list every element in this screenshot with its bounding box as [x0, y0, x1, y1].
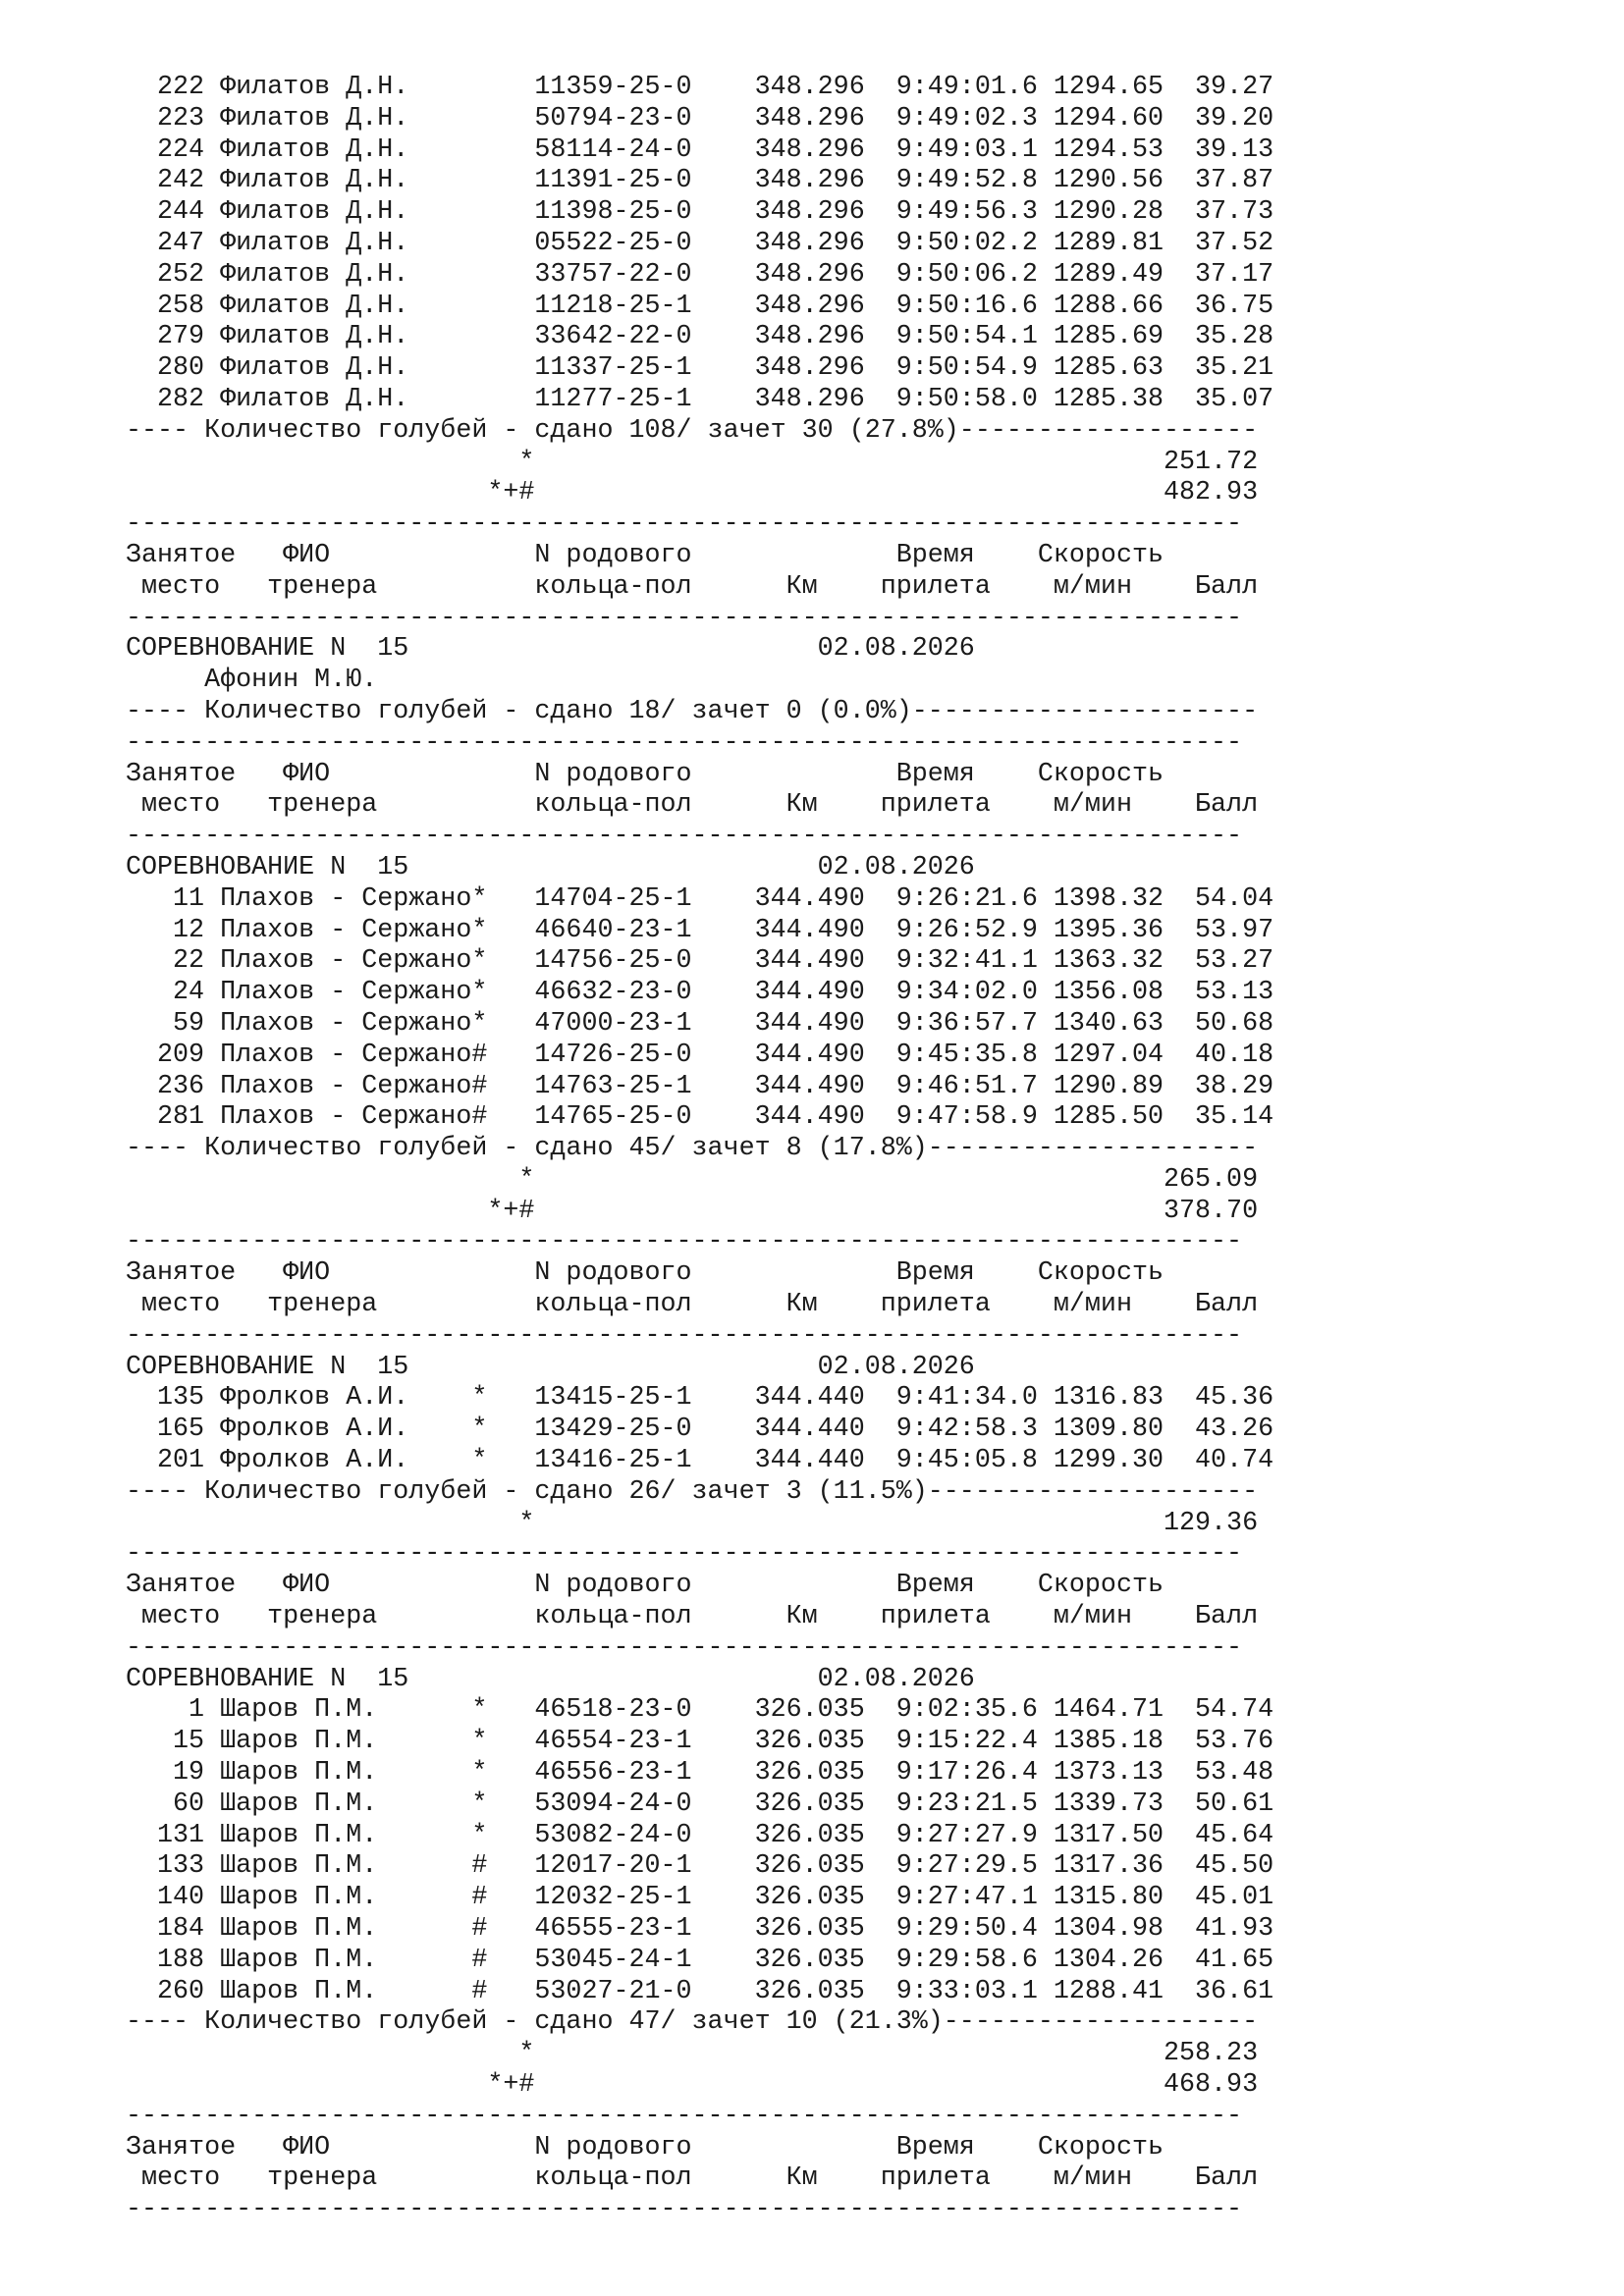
pigeon-count-summary: ---- Количество голубей - сдано 47/ зачет 10 (21.3%)-------------------- [126, 2007, 1259, 2038]
points-total-line: *+# 378.70 [126, 1196, 1259, 1226]
points-total-line: *+# 482.93 [126, 478, 1259, 508]
competition-header: СОРЕВНОВАНИЕ N 15 02.08.2026 [126, 1664, 975, 1694]
separator-line: ----------------------------------------------------------------------- [126, 1632, 1243, 1663]
points-total-line: * 129.36 [126, 1508, 1259, 1538]
points-total-line: * 265.09 [126, 1164, 1259, 1195]
results-printout [126, 73, 1273, 2226]
points-total-line: * 251.72 [126, 447, 1259, 477]
column-header-row: место тренера кольца-пол Км прилета м/мин Балл [126, 1602, 1259, 1632]
pigeon-count-summary: ---- Количество голубей - сдано 26/ зачет 3 (11.5%)--------------------- [126, 1476, 1259, 1507]
result-row: 133 Шаров П.М. # 12017-20-1 326.035 9:27:29.5 1317.36 45.50 [126, 1851, 1274, 1882]
column-header-row: Занятое ФИО N родового Время Скорость [126, 1571, 1164, 1601]
column-header-row: Занятое ФИО N родового Время Скорость [126, 540, 1164, 570]
result-row: 247 Филатов Д.Н. 05522-25-0 348.296 9:50:02.2 1289.81 37.52 [126, 228, 1274, 258]
separator-line: ----------------------------------------------------------------------- [126, 2101, 1243, 2131]
competition-header: СОРЕВНОВАНИЕ N 15 02.08.2026 [126, 1352, 975, 1382]
result-row: 281 Плахов - Сержано# 14765-25-0 344.490 9:47:58.9 1285.50 35.14 [126, 1102, 1274, 1133]
result-row: 11 Плахов - Сержано* 14704-25-1 344.490 9:26:21.6 1398.32 54.04 [126, 883, 1274, 914]
result-row: 59 Плахов - Сержано* 47000-23-1 344.490 9:36:57.7 1340.63 50.68 [126, 1008, 1274, 1039]
separator-line: ----------------------------------------------------------------------- [126, 1539, 1243, 1570]
result-row: 224 Филатов Д.Н. 58114-24-0 348.296 9:49:03.1 1294.53 39.13 [126, 134, 1274, 165]
result-row: 209 Плахов - Сержано# 14726-25-0 344.490 9:45:35.8 1297.04 40.18 [126, 1040, 1274, 1070]
result-row: 201 Фролков А.И. * 13416-25-1 344.440 9:45:05.8 1299.30 40.74 [126, 1446, 1274, 1476]
pigeon-count-summary: ---- Количество голубей - сдано 45/ зачет 8 (17.8%)--------------------- [126, 1134, 1259, 1164]
trainer-name-line: Афонин М.Ю. [126, 666, 378, 696]
result-row: 1 Шаров П.М. * 46518-23-0 326.035 9:02:35.6 1464.71 54.74 [126, 1695, 1274, 1726]
column-header-row: место тренера кольца-пол Км прилета м/мин Балл [126, 790, 1259, 821]
result-row: 135 Фролков А.И. * 13415-25-1 344.440 9:41:34.0 1316.83 45.36 [126, 1383, 1274, 1414]
result-row: 188 Шаров П.М. # 53045-24-1 326.035 9:29:58.6 1304.26 41.65 [126, 1945, 1274, 1975]
column-header-row: Занятое ФИО N родового Время Скорость [126, 759, 1164, 789]
separator-line: ----------------------------------------------------------------------- [126, 603, 1243, 633]
result-row: 222 Филатов Д.Н. 11359-25-0 348.296 9:49:01.6 1294.65 39.27 [126, 73, 1274, 102]
result-row: 60 Шаров П.М. * 53094-24-0 326.035 9:23:21.5 1339.73 50.61 [126, 1789, 1274, 1819]
separator-line: ----------------------------------------------------------------------- [126, 1320, 1243, 1351]
result-row: 242 Филатов Д.Н. 11391-25-0 348.296 9:49:52.8 1290.56 37.87 [126, 166, 1274, 196]
column-header-row: место тренера кольца-пол Км прилета м/мин Балл [126, 571, 1259, 602]
result-row: 12 Плахов - Сержано* 46640-23-1 344.490 9:26:52.9 1395.36 53.97 [126, 915, 1274, 945]
result-row: 252 Филатов Д.Н. 33757-22-0 348.296 9:50:06.2 1289.49 37.17 [126, 259, 1274, 290]
column-header-row: место тренера кольца-пол Км прилета м/мин Балл [126, 1290, 1259, 1320]
competition-header: СОРЕВНОВАНИЕ N 15 02.08.2026 [126, 634, 975, 665]
result-row: 260 Шаров П.М. # 53027-21-0 326.035 9:33:03.1 1288.41 36.61 [126, 1976, 1274, 2006]
result-row: 131 Шаров П.М. * 53082-24-0 326.035 9:27:27.9 1317.50 45.64 [126, 1820, 1274, 1850]
result-row: 279 Филатов Д.Н. 33642-22-0 348.296 9:50:54.1 1285.69 35.28 [126, 322, 1274, 352]
result-row: 184 Шаров П.М. # 46555-23-1 326.035 9:29:50.4 1304.98 41.93 [126, 1914, 1274, 1945]
result-row: 244 Филатов Д.Н. 11398-25-0 348.296 9:49:56.3 1290.28 37.73 [126, 197, 1274, 228]
result-row: 236 Плахов - Сержано# 14763-25-1 344.490 9:46:51.7 1290.89 38.29 [126, 1071, 1274, 1101]
pigeon-count-summary: ---- Количество голубей - сдано 18/ зачет 0 (0.0%)---------------------- [126, 696, 1259, 726]
result-row: 24 Плахов - Сержано* 46632-23-0 344.490 9:34:02.0 1356.08 53.13 [126, 978, 1274, 1008]
column-header-row: место тренера кольца-пол Км прилета м/мин Балл [126, 2163, 1259, 2194]
column-header-row: Занятое ФИО N родового Время Скорость [126, 2132, 1164, 2163]
separator-line: ----------------------------------------------------------------------- [126, 1227, 1243, 1257]
result-row: 165 Фролков А.И. * 13429-25-0 344.440 9:42:58.3 1309.80 43.26 [126, 1415, 1274, 1445]
separator-line: ----------------------------------------------------------------------- [126, 2195, 1243, 2225]
result-row: 15 Шаров П.М. * 46554-23-1 326.035 9:15:22.4 1385.18 53.76 [126, 1727, 1274, 1757]
result-row: 282 Филатов Д.Н. 11277-25-1 348.296 9:50:58.0 1285.38 35.07 [126, 384, 1274, 414]
result-row: 280 Филатов Д.Н. 11337-25-1 348.296 9:50:54.9 1285.63 35.21 [126, 353, 1274, 384]
separator-line: ----------------------------------------------------------------------- [126, 509, 1243, 540]
result-row: 223 Филатов Д.Н. 50794-23-0 348.296 9:49:02.3 1294.60 39.20 [126, 103, 1274, 133]
column-header-row: Занятое ФИО N родового Время Скорость [126, 1258, 1164, 1289]
competition-header: СОРЕВНОВАНИЕ N 15 02.08.2026 [126, 852, 975, 882]
result-row: 19 Шаров П.М. * 46556-23-1 326.035 9:17:26.4 1373.13 53.48 [126, 1758, 1274, 1789]
separator-line: ----------------------------------------------------------------------- [126, 727, 1243, 758]
points-total-line: *+# 468.93 [126, 2070, 1259, 2100]
pigeon-count-summary: ---- Количество голубей - сдано 108/ зачет 30 (27.8%)------------------- [126, 415, 1259, 446]
result-row: 258 Филатов Д.Н. 11218-25-1 348.296 9:50:16.6 1288.66 36.75 [126, 291, 1274, 321]
result-row: 22 Плахов - Сержано* 14756-25-0 344.490 9:32:41.1 1363.32 53.27 [126, 946, 1274, 977]
result-row: 140 Шаров П.М. # 12032-25-1 326.035 9:27:47.1 1315.80 45.01 [126, 1883, 1274, 1913]
points-total-line: * 258.23 [126, 2039, 1259, 2069]
separator-line: ----------------------------------------------------------------------- [126, 822, 1243, 852]
